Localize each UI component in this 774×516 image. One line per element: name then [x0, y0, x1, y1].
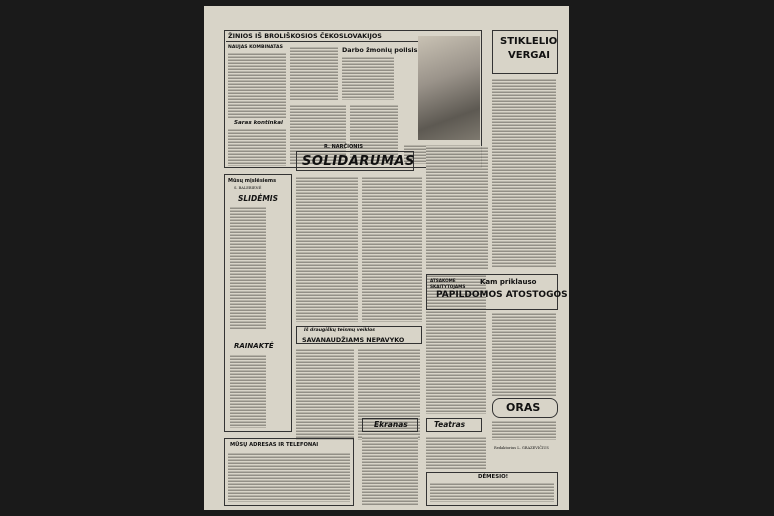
author: S. BALEBIENĖ	[234, 186, 262, 190]
text-column	[492, 312, 556, 396]
text-column	[228, 128, 286, 166]
text-column	[342, 56, 394, 100]
text-column	[290, 46, 338, 100]
skaitytojams: SKAITYTOJAMS	[430, 284, 466, 289]
cz-news-title: ŽINIOS IŠ BROLIŠKOSIOS ČEKOSLOVAKIJOS	[228, 32, 382, 40]
papildomos-title: PAPILDOMOS ATOSTOGOS	[436, 290, 568, 300]
text-column	[362, 176, 422, 322]
text-column	[492, 420, 556, 440]
text-column	[492, 78, 556, 268]
newspaper-page	[204, 6, 569, 510]
text-column	[230, 206, 266, 330]
text-column	[426, 146, 488, 270]
text-column	[362, 436, 418, 506]
text-column	[230, 354, 266, 428]
rainaktye-title: RAINAKTĖ	[234, 342, 274, 350]
teatras-title: Teatras	[434, 420, 466, 429]
byline: R. NARČIONIS	[324, 144, 363, 150]
vergai-title: VERGAI	[508, 50, 550, 61]
demesio-title: DĖMESIO!	[478, 474, 509, 480]
saras-title: Saras kontinkai	[234, 120, 283, 126]
text-column	[296, 348, 354, 440]
redaktorius: Redaktorius L. GRAZEVIČIUS	[494, 446, 549, 450]
text-column	[228, 52, 286, 118]
draugiskos-title: Iš draugiškų teismų veiklos	[304, 328, 375, 333]
ekranas-title: Ekranas	[374, 420, 408, 429]
text-column	[296, 176, 358, 322]
savanaudziams-title: SAVANAUDŽIAMS NEPAVYKO	[302, 336, 405, 344]
oras-title: ORAS	[506, 401, 541, 414]
kam-title: Kam priklauso	[480, 278, 537, 286]
musu-title: Mūsų mįslėsiems	[228, 178, 277, 184]
slidemis-title: SLIDĖMIS	[238, 194, 278, 203]
solidarumas-title: SOLIDARUMAS	[302, 154, 415, 169]
adresas-title: MŪSŲ ADRESAS IR TELEFONAI	[230, 442, 319, 448]
woman-photo	[418, 36, 480, 140]
atsakome: ATSAKOME	[430, 278, 456, 283]
text-column	[430, 482, 554, 502]
text-column	[426, 436, 486, 470]
text-column	[228, 452, 350, 502]
darbo-title: Darbo žmonių poilsis	[342, 46, 418, 54]
stiklelio-title: STIKLELIO	[500, 36, 558, 47]
naujas-title: NAUJAS KOMBINATAS	[228, 45, 283, 50]
